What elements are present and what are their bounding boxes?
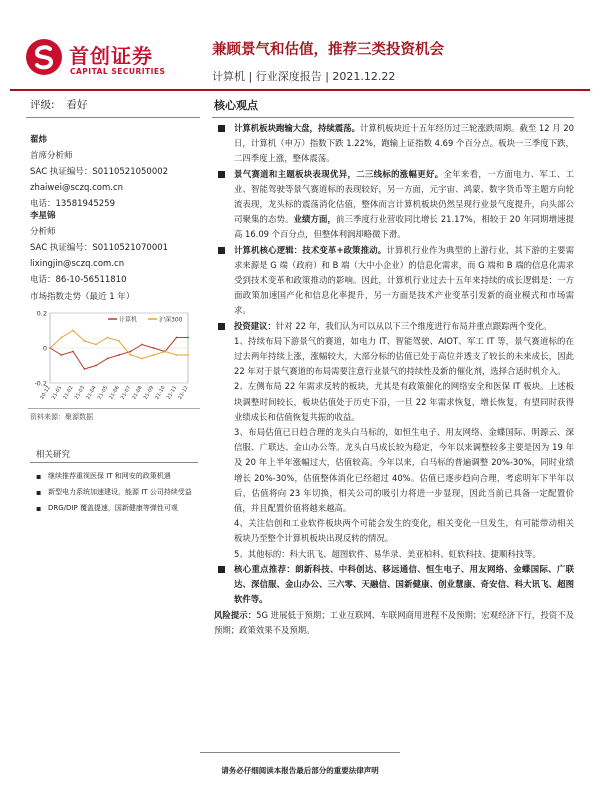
chart-data-point [107, 337, 109, 339]
chart-data-point [84, 340, 86, 342]
chart-x-tick-label: 21-09 [142, 385, 156, 401]
chart-x-tick-label: 21-06 [108, 385, 121, 401]
brand-logo [25, 36, 195, 82]
analyst-phone: 电话：13581945259 [30, 199, 115, 209]
chart-x-tick-label: 21-07 [119, 385, 133, 401]
chart-data-point [84, 368, 86, 370]
chart-data-point [118, 354, 120, 356]
bullet-point [214, 167, 574, 243]
bullet-square-icon [218, 566, 225, 573]
market-index-chart [28, 305, 200, 410]
chart-data-point [176, 337, 178, 339]
chart-x-tick-label: 20-12 [39, 385, 52, 401]
chart-data-point [153, 347, 155, 349]
chart-series-line [50, 338, 188, 370]
bullet-point [214, 562, 574, 608]
risk-warning [214, 608, 574, 638]
chart-x-tick-label: 21-04 [85, 385, 98, 401]
related-item[interactable]: ▪ 继续推荐重视医保 IT 和网安的政策机遇 [36, 470, 201, 483]
chart-data-point [164, 351, 166, 353]
related-item[interactable]: ▪ 新型电力系统加速建设，能源 IT 公司持续受益 [36, 486, 201, 499]
brand-name-en: CAPITAL SECURITIES [70, 67, 166, 76]
chart-data-point [72, 351, 74, 353]
chart-data-point [72, 330, 74, 332]
chart-x-tick-label: 21-10 [154, 385, 167, 401]
analyst-name: 翟炜 [30, 135, 48, 145]
chart-y-tick-label: -0.2 [34, 379, 47, 388]
bullet-heading: 核心重点推荐：朗新科技、中科创达、移远通信、恒生电子、用友网络、金蝶国际、广联达、深信服、金山办公、三六零、天融信、国新健康、创业慧康、奇安信、科大讯飞、超图软件等。 [234, 563, 574, 605]
brand-name-cn: 首创证券 [69, 44, 153, 68]
chart-y-tick-label: 0.2 [36, 309, 47, 318]
capital-securities-logo-icon [25, 38, 63, 76]
analyst-name: 李星锦 [30, 211, 56, 221]
chart-data-point [187, 354, 189, 356]
rating [30, 97, 88, 112]
chart-data-point [49, 347, 51, 349]
legal-footer: 请务必仔细阅读本报告最后部分的重要法律声明 [221, 766, 379, 775]
footer-divider [200, 752, 400, 753]
report-title: 兼顾景气和估值，推荐三类投资机会 [212, 42, 444, 58]
rating-value: 看好 [66, 99, 88, 111]
chart-legend-label: 沪深300 [159, 316, 183, 324]
bullet-square-icon [218, 247, 225, 254]
chart-y-tick-label: 0 [42, 344, 47, 353]
bullet-text: 计算机板块近十五年经历过三轮涨跌周期。截至 12 月 20 日，计算机（申万）指数下跌 1.22%，跑输上证指数 4.69 个百分点。板块一三季度下跌，二四季度上涨，整体震荡。 [234, 123, 574, 164]
bullet-text: 计算机行业作为典型的上游行业，其下游的主要需求来源是 G 端（政府）和 B 端（大中小企业）的信息化需求，而 G 端和 B 端的信息化需求受到技术变革和政策推动的影响。因此，计算机行业过去十五年来持续的成长逻辑是：一方面政策加速国产化和信息化率提升，另一方面是技术产业变革引发新的商业模式和市场需求。 [234, 244, 574, 316]
core-views-body [214, 121, 574, 638]
bullet-heading: 景气赛道和主题板块表现优异，二三线标的涨幅更好。 [234, 168, 444, 179]
bullet-point [214, 243, 574, 319]
analyst-card [30, 208, 168, 288]
analyst-phone: 电话：86-10-56511810 [30, 275, 127, 285]
risk-heading: 风险提示： [214, 609, 257, 620]
chart-data-point [61, 354, 63, 356]
bullet-text: 前三季度行业营收同比增长 21.17%，相较于 20 年同期增速提高 16.09 个百分点，但整体利润却略微下滑。 [234, 214, 575, 240]
chart-x-tick-label: 21-11 [165, 385, 179, 401]
bullet-square-icon [218, 171, 225, 178]
analyst-sac: SAC 执证编号：S0110521070001 [30, 243, 169, 253]
analyst-sac: SAC 执证编号：S0110521050002 [30, 167, 169, 177]
paragraph: 4、关注信创和工业软件板块两个可能会发生的变化，相关变化一旦发生，有可能带动相关板块乃至整个计算机板块出现反转的情况。 [234, 518, 574, 544]
chart-data-point [95, 365, 97, 367]
bullet-text: 针对 22 年，我们认为可以从以下三个维度进行布局并重点跟踪两个变化。 [275, 320, 552, 331]
bullet-square-icon [218, 125, 225, 132]
core-views-title: 核心观点 [214, 99, 258, 112]
paragraph: 3、布局估值已日趋合理的龙头白马标的，如恒生电子、用友网络、金蝶国际、明源云、深信服、广联达、金山办公等。龙头白马成长较为稳定，今年以来调整较多主要是因为 19 年及 20 年上半年涨幅过大，估值较高。今年以来，白马标的普遍调整 20%-30%，同时业绩增长 20%-30%，估值整体消化已经超过 40%。估值已逐步趋向合理，考虑明年下半年以后，估值将向 23 年切换，相关公司的吸引力将进一步显现，因此当前已具备一定配置价值，并且配置价值将越来越高。 [234, 427, 574, 514]
bullet-point [214, 319, 574, 562]
related-research-title: 相关研究 [36, 450, 71, 460]
chart-legend-label: 计算机 [119, 316, 138, 324]
chart-data-point [118, 340, 120, 342]
chart-x-tick-label: 21-01 [50, 385, 64, 401]
chart-x-tick-label: 21-08 [131, 385, 144, 401]
bullet-heading: 投资建议： [234, 320, 276, 331]
chart-data-point [176, 354, 178, 356]
analyst-card [30, 132, 168, 212]
chart-data-point [141, 358, 143, 360]
chart-data-point [130, 351, 132, 353]
left-divider [26, 117, 200, 118]
bullet-point [214, 121, 574, 167]
rating-label: 评级: [30, 99, 55, 111]
risk-text: 5G 进展低于预期；工业互联网、车联网商用进程不及预期；宏观经济下行，投资不及预期；政策效果不及预期。 [214, 609, 574, 635]
bullet-heading: 计算机核心逻辑：技术变革+政策推动。 [234, 244, 387, 255]
chart-source-divider [28, 408, 200, 409]
paragraph: 5、其他标的：科大讯飞、超图软件、易华录、美亚柏科、虹软科技、捷顺科技等。 [234, 548, 541, 559]
chart-data-point [187, 337, 189, 339]
chart-data-point [107, 358, 109, 360]
chart-x-tick-label: 21-12 [177, 385, 190, 401]
report-subtitle: 计算机 | 行业深度报告 | 2021.12.22 [212, 70, 396, 83]
chart-heading: 市场指数走势（最近 1 年） [30, 292, 135, 302]
analyst-title: 首席分析师 [30, 151, 73, 161]
chart-data-point [153, 354, 155, 356]
chart-x-tick-label: 21-03 [73, 385, 87, 401]
chart-data-point [61, 337, 63, 339]
chart-source: 资料来源：聚源数据 [30, 413, 93, 421]
bullet-heading: 计算机板块跑输大盘，持续震荡。 [234, 123, 360, 133]
related-research-list [36, 470, 201, 518]
header-divider [10, 89, 590, 91]
paragraph: 1、持续布局下游景气的赛道，如电力 IT、智能驾驶、AIOT、军工 IT 等，景气赛道标的在过去两年持续上涨，涨幅较大，大部分标的估值已处于高位并透支了较长的未来成长，因此 22 年对于景气赛道的布局需要注意行业景气的持续性及新的催化剂，选择合适时机介入。 [234, 335, 574, 377]
bullet-square-icon [218, 323, 225, 330]
right-divider [212, 117, 574, 118]
analyst-email[interactable]: zhaiwei@sczq.com.cn [30, 183, 124, 193]
chart-data-point [130, 354, 132, 356]
chart-data-point [95, 344, 97, 346]
analyst-email[interactable]: lixingjin@sczq.com.cn [30, 259, 125, 269]
related-item[interactable]: ▪ DRG/DIP 覆盖提速，国新健康等弹性可观 [36, 502, 201, 515]
analyst-title: 分析师 [30, 227, 56, 237]
chart-x-tick-label: 21-02 [62, 385, 75, 401]
chart-x-tick-label: 21-05 [96, 385, 110, 401]
bullet-text: 全年来看，一方面电力、军工、工业、智能驾驶等景气赛道标的表现较好，另一方面，元宇宙、鸿蒙、数字货币等主题方向轮流表现，龙头标的震荡消化估值，整体而言计算机板块仍然呈现行业景气度提升，向头部公司聚集的态势。 [234, 168, 575, 225]
bullet-subheading: 业绩方面， [293, 214, 337, 225]
related-divider [30, 462, 198, 463]
chart-data-point [141, 344, 143, 346]
paragraph: 2、左侧布局 22 年需求反转的板块，尤其是有政策催化的网络安全和医保 IT 板块。上述板块调整时间较长，板块估值处于历史下沿，一旦 22 年需求恢复，增长恢复，有望同时获得业绩成长和估值恢复共振的收益。 [234, 381, 574, 422]
